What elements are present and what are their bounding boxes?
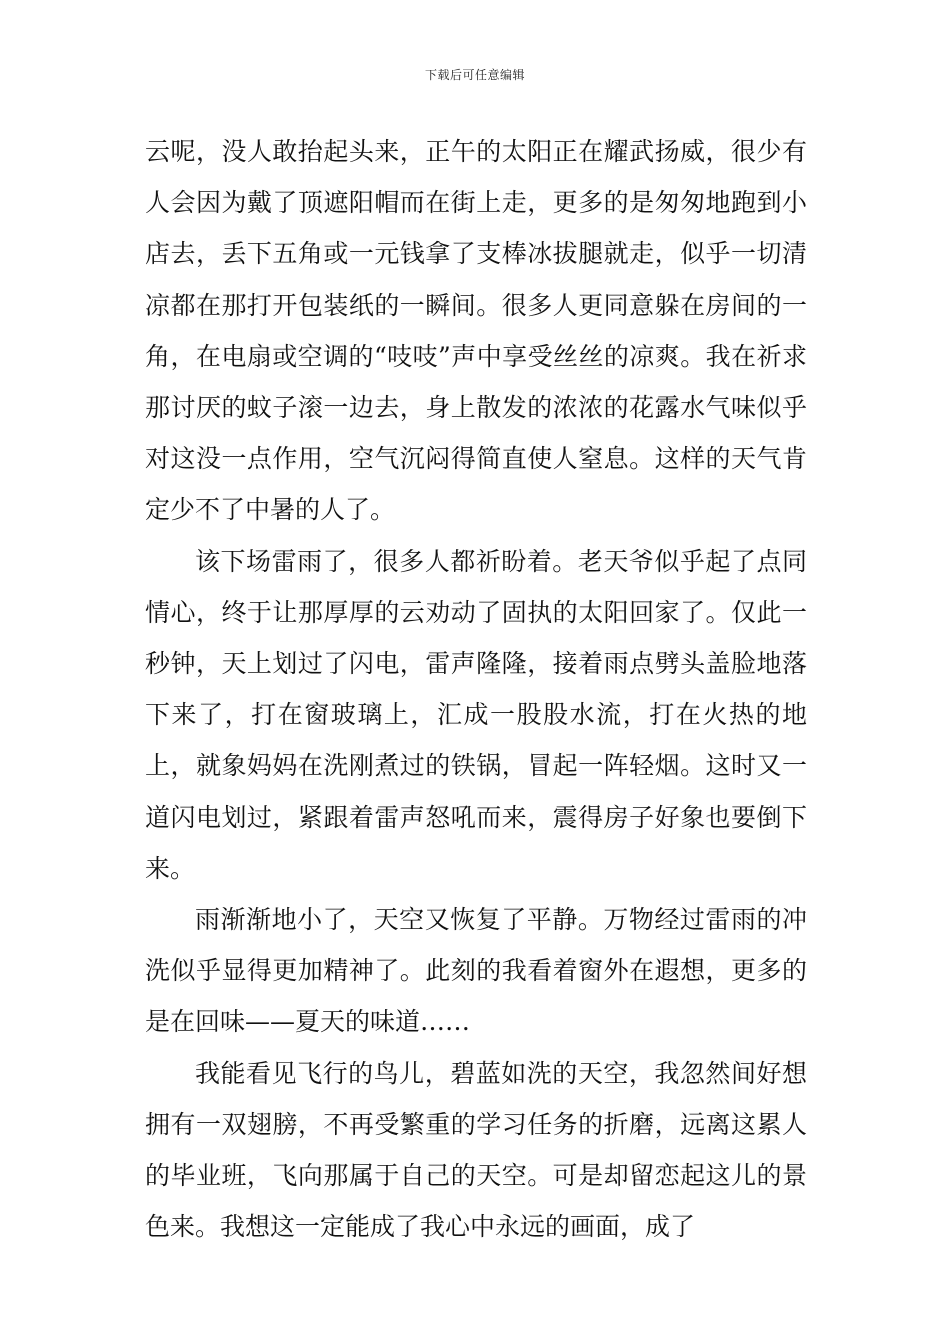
paragraph: 雨渐渐地小了，天空又恢复了平静。万物经过雷雨的冲洗似乎显得更加精神了。此刻的我看着窗外在遐想，更多的是在回味——夏天的味道…… xyxy=(145,905,807,1037)
paragraph: 云呢，没人敢抬起头来，正午的太阳正在耀武扬威，很少有人会因为戴了顶遮阳帽而在街上走，更多的是匆匆地跑到小店去，丢下五角或一元钱拿了支棒冰拔腿就走，似乎一切清凉都在那打开包装纸的一瞬间。很多人更同意躲在房间的一角，在电扇或空调的“吱吱”声中享受丝丝的凉爽。我在祈求那讨厌的蚊子滚一边去，身上散发的浓浓的花露水气味似乎对这没一点作用，空气沉闷得简直使人窒息。这样的天气肯定少不了中暑的人了。 xyxy=(145,137,807,525)
page-header: 下载后可任意编辑 xyxy=(424,68,525,82)
paragraph: 该下场雷雨了，很多人都祈盼着。老天爷似乎起了点同情心，终于让那厚厚的云劝动了固执的太阳回家了。仅此一秒钟，天上划过了闪电，雷声隆隆，接着雨点劈头盖脸地落下来了，打在窗玻璃上，汇成一股股水流，打在火热的地上，就象妈妈在洗刚煮过的铁锅，冒起一阵轻烟。这时又一道闪电划过，紧跟着雷声怒吼而来，震得房子好象也要倒下来。 xyxy=(145,546,807,883)
document-body xyxy=(145,126,807,1252)
paragraph: 我能看见飞行的鸟儿，碧蓝如洗的天空，我忽然间好想拥有一双翅膀，不再受繁重的学习任务的折磨，远离这累人的毕业班，飞向那属于自己的天空。可是却留恋起这儿的景色来。我想这一定能成了我心中永远的画面，成了 xyxy=(145,1058,807,1242)
